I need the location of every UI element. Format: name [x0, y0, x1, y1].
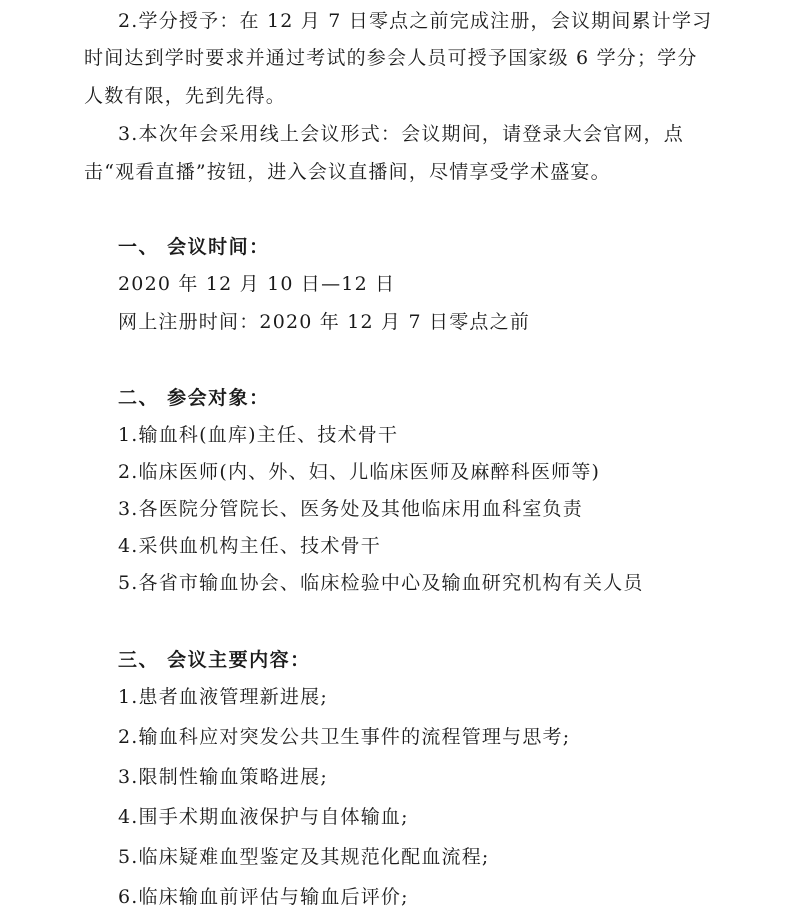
section3-line: 1.患者血液管理新进展; [118, 686, 328, 708]
section1-line: 网上注册时间：2020 年 12 月 7 日零点之前 [118, 311, 531, 333]
section3-line: 4.围手术期血液保护与自体输血; [118, 806, 409, 828]
intro-item2-line2: 时间达到学时要求并通过考试的参会人员可授予国家级 6 学分；学分 [84, 47, 698, 69]
section2-line: 2.临床医师(内、外、妇、儿临床医师及麻醉科医师等) [118, 461, 601, 483]
section3-line: 2.输血科应对突发公共卫生事件的流程管理与思考; [118, 726, 571, 748]
section3-line: 3.限制性输血策略进展; [118, 766, 328, 788]
intro-item2-line1: 2.学分授予：在 12 月 7 日零点之前完成注册，会议期间累计学习 [118, 10, 713, 32]
section3-line: 5.临床疑难血型鉴定及其规范化配血流程; [118, 846, 490, 868]
section2-line: 1.输血科(血库)主任、技术骨干 [118, 424, 399, 446]
section2-line: 4.采供血机构主任、技术骨干 [118, 535, 381, 557]
section2-line: 5.各省市输血协会、临床检验中心及输血研究机构有关人员 [118, 572, 644, 594]
section2-line: 3.各医院分管院长、医务处及其他临床用血科室负责 [118, 498, 583, 520]
section1-line: 2020 年 12 月 10 日—12 日 [118, 273, 396, 295]
section3-heading: 三、 会议主要内容： [118, 649, 311, 671]
section2-heading: 二、 参会对象： [118, 387, 270, 409]
section1-heading: 一、 会议时间： [118, 236, 270, 258]
intro-item2-line3: 人数有限，先到先得。 [84, 85, 287, 107]
section3-line: 6.临床输血前评估与输血后评价; [118, 886, 409, 908]
intro-item3-line2: 击“观看直播”按钮，进入会议直播间，尽情享受学术盛宴。 [84, 161, 611, 183]
intro-item3-line1: 3.本次年会采用线上会议形式：会议期间，请登录大会官网，点 [118, 123, 684, 145]
